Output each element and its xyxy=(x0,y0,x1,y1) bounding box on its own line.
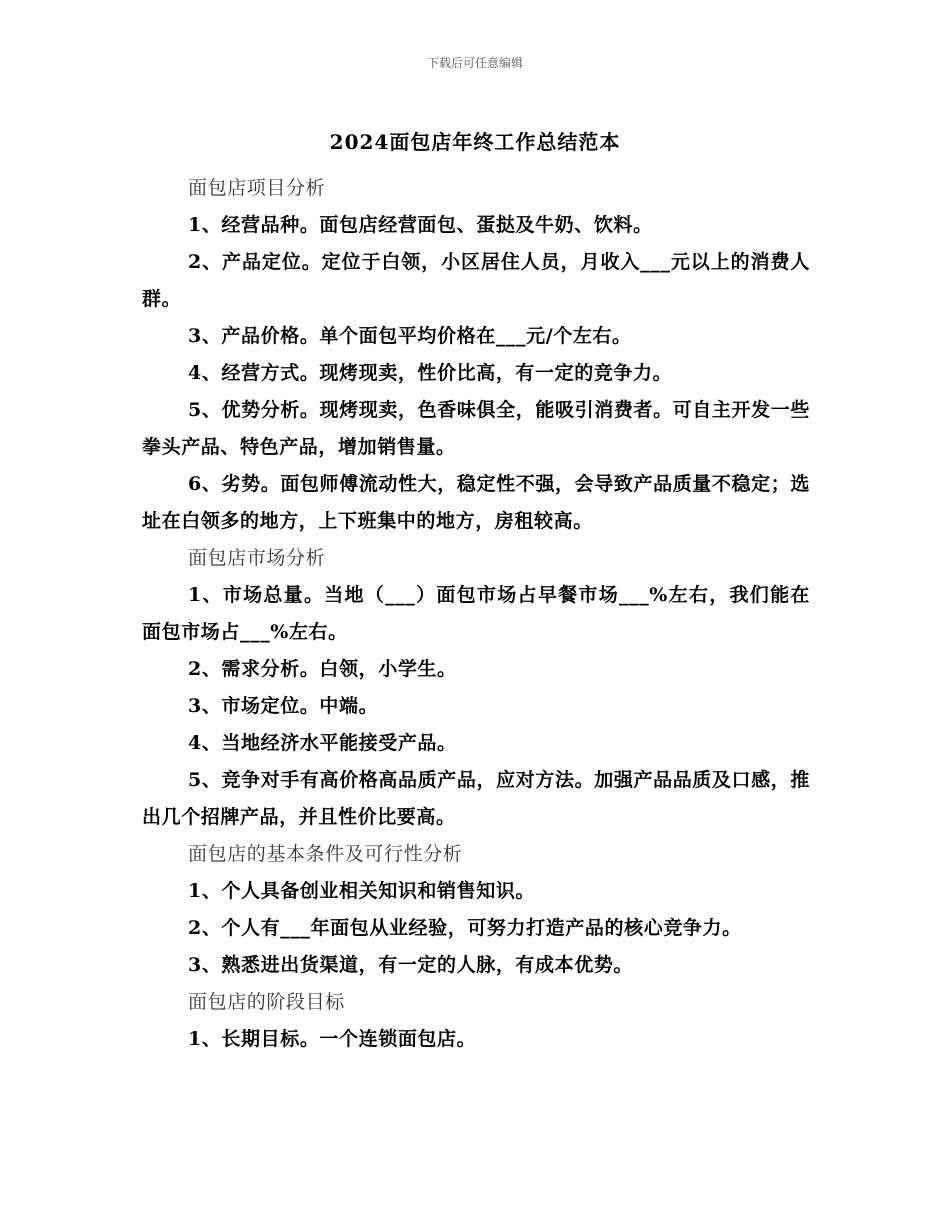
section-heading: 面包店的基本条件及可行性分析 xyxy=(188,843,463,865)
paragraph: 2、个人有___年面包从业经验，可努力打造产品的核心竞争力。 xyxy=(188,917,742,939)
paragraph: 5、优势分析。现烤现卖，色香味俱全，能吸引消费者。可自主开发一些拳头产品、特色产品，增加销售量。 xyxy=(142,399,810,458)
paragraph: 4、当地经济水平能接受产品。 xyxy=(188,732,457,754)
paragraph: 3、熟悉进出货渠道，有一定的人脉，有成本优势。 xyxy=(188,954,634,976)
paragraph: 1、市场总量。当地（___）面包市场占早餐市场___%左右，我们能在面包市场占___%左右。 xyxy=(142,584,810,643)
document-body xyxy=(142,170,810,1058)
paragraph: 1、经营品种。面包店经营面包、蛋挞及牛奶、饮料。 xyxy=(188,214,653,236)
section-heading: 面包店市场分析 xyxy=(188,547,326,569)
paragraph: 3、产品价格。单个面包平均价格在___元/个左右。 xyxy=(188,325,632,347)
paragraph: 4、经营方式。现烤现卖，性价比高，有一定的竞争力。 xyxy=(188,362,673,384)
section-heading: 面包店的阶段目标 xyxy=(188,991,345,1013)
header-note: 下载后可任意编辑 xyxy=(426,56,523,70)
paragraph: 6、劣势。面包师傅流动性大，稳定性不强，会导致产品质量不稳定；选址在白领多的地方，上下班集中的地方，房租较高。 xyxy=(142,473,810,532)
section-heading: 面包店项目分析 xyxy=(188,177,326,199)
paragraph: 3、市场定位。中端。 xyxy=(188,695,379,717)
paragraph: 1、长期目标。一个连锁面包店。 xyxy=(188,1028,477,1050)
document-title: 2024面包店年终工作总结范本 xyxy=(329,130,621,154)
paragraph: 2、需求分析。白领，小学生。 xyxy=(188,658,457,680)
paragraph: 5、竞争对手有高价格高品质产品，应对方法。加强产品品质及口感，推出几个招牌产品，并且性价比要高。 xyxy=(142,769,810,828)
paragraph: 1、个人具备创业相关知识和销售知识。 xyxy=(188,880,536,902)
paragraph: 2、产品定位。定位于白领，小区居住人员，月收入___元以上的消费人群。 xyxy=(142,251,810,310)
